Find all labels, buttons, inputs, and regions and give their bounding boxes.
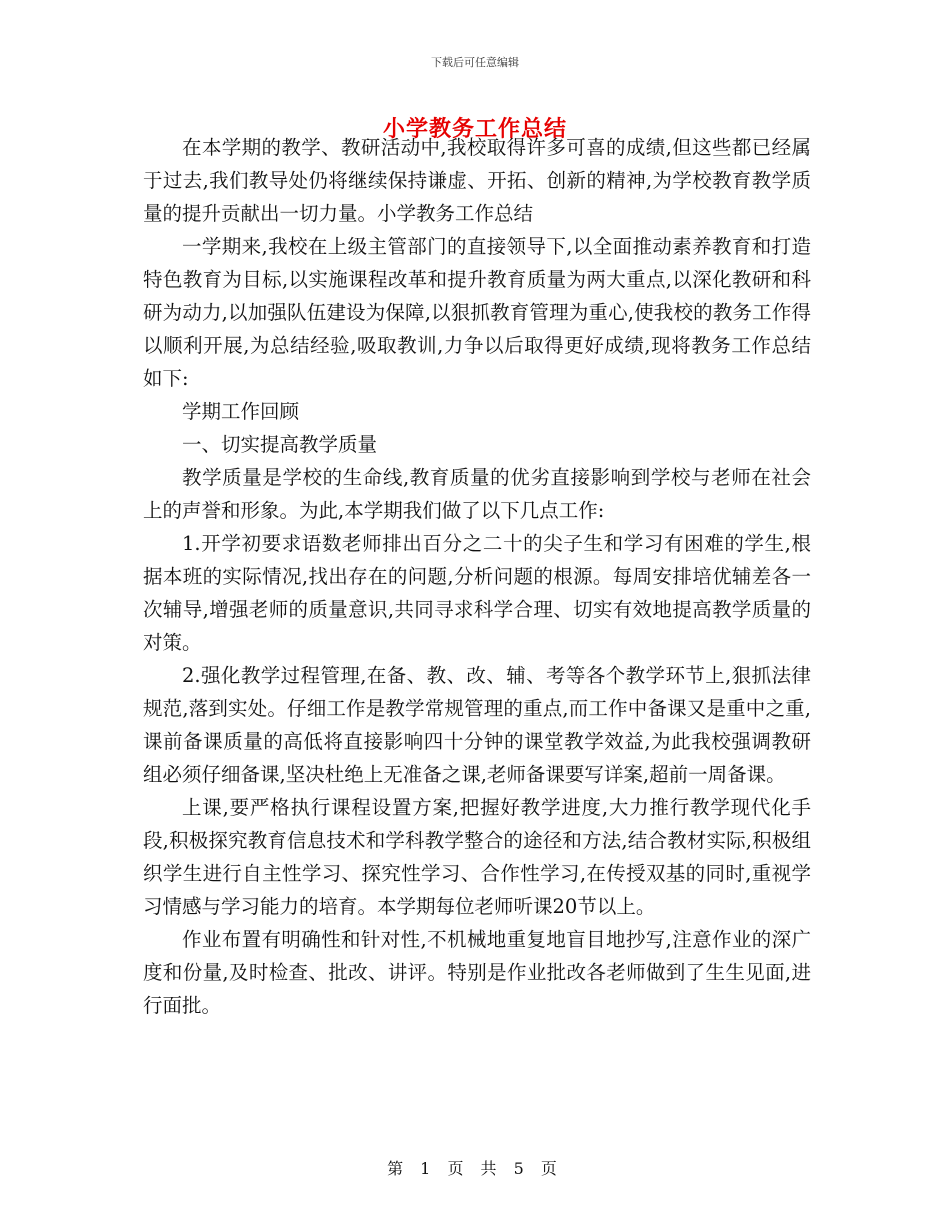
document-title: 小学教务工作总结 (382, 116, 567, 142)
paragraph-homework: 作业布置有明确性和针对性,不机械地重复地盲目地抄写,注意作业的深广度和份量,及时检查、批改、讲评。特别是作业批改各老师做到了生生见面,进行面批。 (143, 928, 811, 1017)
paragraph-intro: 在本学期的教学、教研活动中,我校取得许多可喜的成绩,但这些都已经属于过去,我们教导处仍将继续保持谦虚、开拓、创新的精神,为学校教育教学质量的提升贡献出一切力量。小学教务工作总结 (143, 136, 811, 225)
section-heading-review: 学期工作回顾 (182, 400, 300, 423)
section-heading-quality: 一、切实提高教学质量 (182, 433, 378, 456)
paragraph-lessons: 上课,要严格执行课程设置方案,把握好教学进度,大力推行教学现代化手段,积极探究教育信息技术和学科教学整合的途径和方法,结合教材实际,积极组织学生进行自主性学习、探究性学习、合作性学习,在传授双基的同时,重视学习情感与学习能力的培育。本学期每位老师听课20节以上。 (143, 796, 811, 918)
page-number: 第 1 页 共 5 页 (387, 1159, 563, 1178)
paragraph-quality: 教学质量是学校的生命线,教育质量的优劣直接影响到学校与老师在社会上的声誉和形象。为此,本学期我们做了以下几点工作: (143, 466, 811, 522)
paragraph-overview: 一学期来,我校在上级主管部门的直接领导下,以全面推动素养教育和打造特色教育为目标,以实施课程改革和提升教育质量为两大重点,以深化教研和科研为动力,以加强队伍建设为保障,以狠抓教育管理为重心,使我校的教务工作得以顺利开展,为总结经验,吸取教训,力争以后取得更好成绩,现将教务工作总结如下: (143, 235, 811, 390)
paragraph-item-2: 2.强化教学过程管理,在备、教、改、辅、考等各个教学环节上,狠抓法律规范,落到实处。仔细工作是教学常规管理的重点,而工作中备课又是重中之重,课前备课质量的高低将直接影响四十分钟的课堂教学效益,为此我校强调教研组必须仔细备课,坚决杜绝上无准备之课,老师备课要写详案,超前一周备课。 (143, 664, 811, 786)
header-note: 下载后可任意编辑 (431, 56, 519, 69)
document-body (143, 131, 811, 1022)
paragraph-item-1: 1.开学初要求语数老师排出百分之二十的尖子生和学习有困难的学生,根据本班的实际情况,找出存在的问题,分析问题的根源。每周安排培优辅差各一次辅导,增强老师的质量意识,共同寻求科学合理、切实有效地提高教学质量的对策。 (143, 532, 811, 654)
